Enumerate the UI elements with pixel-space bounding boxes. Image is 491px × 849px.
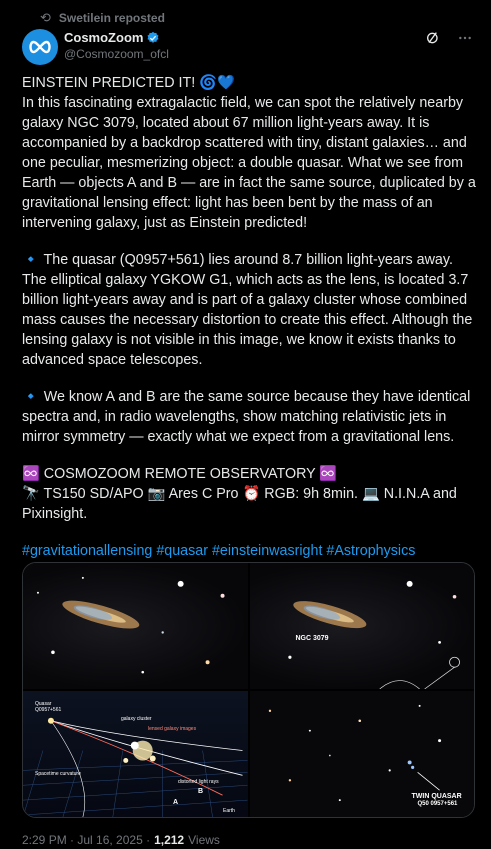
more-options-icon[interactable]: [457, 30, 473, 46]
views-label: Views: [188, 833, 220, 847]
post-equipment: 🔭 TS150 SD/APO 📷 Ares C Pro ⏰ RGB: 9h 8min. 💻 N.I.N.A and Pixinsight.: [22, 486, 457, 522]
post-body: [22, 73, 477, 561]
repost-icon: ⟲: [40, 10, 51, 25]
post-paragraph-intro: In this fascinating extragalactic field, we can spot the relatively nearby galaxy NGC 3079, located about 67 million light-years away. It is accompanied by a backdrop scattered with tiny, distant galaxies… and one peculiar, mesmerizing object: a double quasar. What we see from Earth — objects A and B — are in fact the same source, duplicated by a gravitational lensing effect: light has been bent by the mass of an intervening galaxy, just as Einstein predicted!: [22, 95, 476, 231]
verified-badge-icon: [146, 31, 160, 45]
diagram-label-earth: Earth: [223, 808, 235, 814]
diagram-label-cluster: galaxy cluster: [121, 716, 152, 722]
diagram-label-lensed: lensed galaxy images: [148, 726, 197, 732]
media-image-twin-quasar[interactable]: [250, 691, 475, 817]
twin-quasar-label: TWIN QUASAR: [411, 793, 462, 800]
post-paragraph-quasar: 🔹 The quasar (Q0957+561) lies around 8.7 billion light-years away. The elliptical galaxy YGKOW G1, which acts as the lens, is located 3.7 billion light-years away and is part of a galaxy cluster whose combined mass causes the necessary distortion to create this effect. Although the lensing galaxy is not visible in this image, we know it exists thanks to advanced space telescopes.: [22, 252, 473, 368]
diagram-label-quasar: Quasar: [35, 701, 52, 707]
author-handle[interactable]: @Cosmozoom_ofcl: [64, 47, 169, 61]
post-hashtags[interactable]: #gravitationallensing #quasar #einsteinwasright #Astrophysics: [22, 543, 416, 559]
post-observatory: ♾️ COSMOZOOM REMOTE OBSERVATORY ♾️: [22, 466, 338, 482]
post-paragraph-spectra: 🔹 We know A and B are the same source because they have identical spectra and, in radio wavelengths, show matching relativistic jets in mirror symmetry — exactly what we expect from a gravitational lens.: [22, 389, 471, 445]
galaxy-field-image: [23, 563, 248, 689]
media-image-galaxy-field[interactable]: [23, 563, 248, 689]
grok-icon[interactable]: [425, 30, 441, 46]
ngc3079-label: NGC 3079: [295, 635, 329, 642]
media-image-lensing-diagram[interactable]: [23, 691, 248, 817]
twin-quasar-id-label: Q50 0957+561: [417, 801, 458, 807]
diagram-label-a: A: [173, 799, 179, 806]
diagram-label-distorted: distorted light rays: [178, 779, 219, 785]
repost-text: Swetilein reposted: [58, 11, 165, 25]
diagram-label-b: B: [198, 788, 204, 795]
repost-header[interactable]: [40, 10, 165, 26]
post-headline: EINSTEIN PREDICTED IT! 🌀💙: [22, 75, 235, 91]
ngc3079-annotated-image: [250, 563, 475, 689]
post-timestamp[interactable]: 2:29 PM · Jul 16, 2025 ·: [22, 833, 151, 847]
post-metadata: [22, 833, 220, 847]
diagram-label-quasar-id: Q0957+561: [35, 707, 62, 713]
author-name-row[interactable]: [64, 30, 160, 45]
media-image-ngc3079[interactable]: [250, 563, 475, 689]
diagram-label-spacetime: Spacetime curvature: [35, 771, 81, 777]
views-count: 1,212: [154, 833, 185, 847]
avatar[interactable]: [22, 29, 58, 65]
media-grid[interactable]: [22, 562, 475, 818]
infinity-logo-icon: [27, 40, 53, 54]
author-name[interactable]: CosmoZoom: [64, 30, 144, 45]
